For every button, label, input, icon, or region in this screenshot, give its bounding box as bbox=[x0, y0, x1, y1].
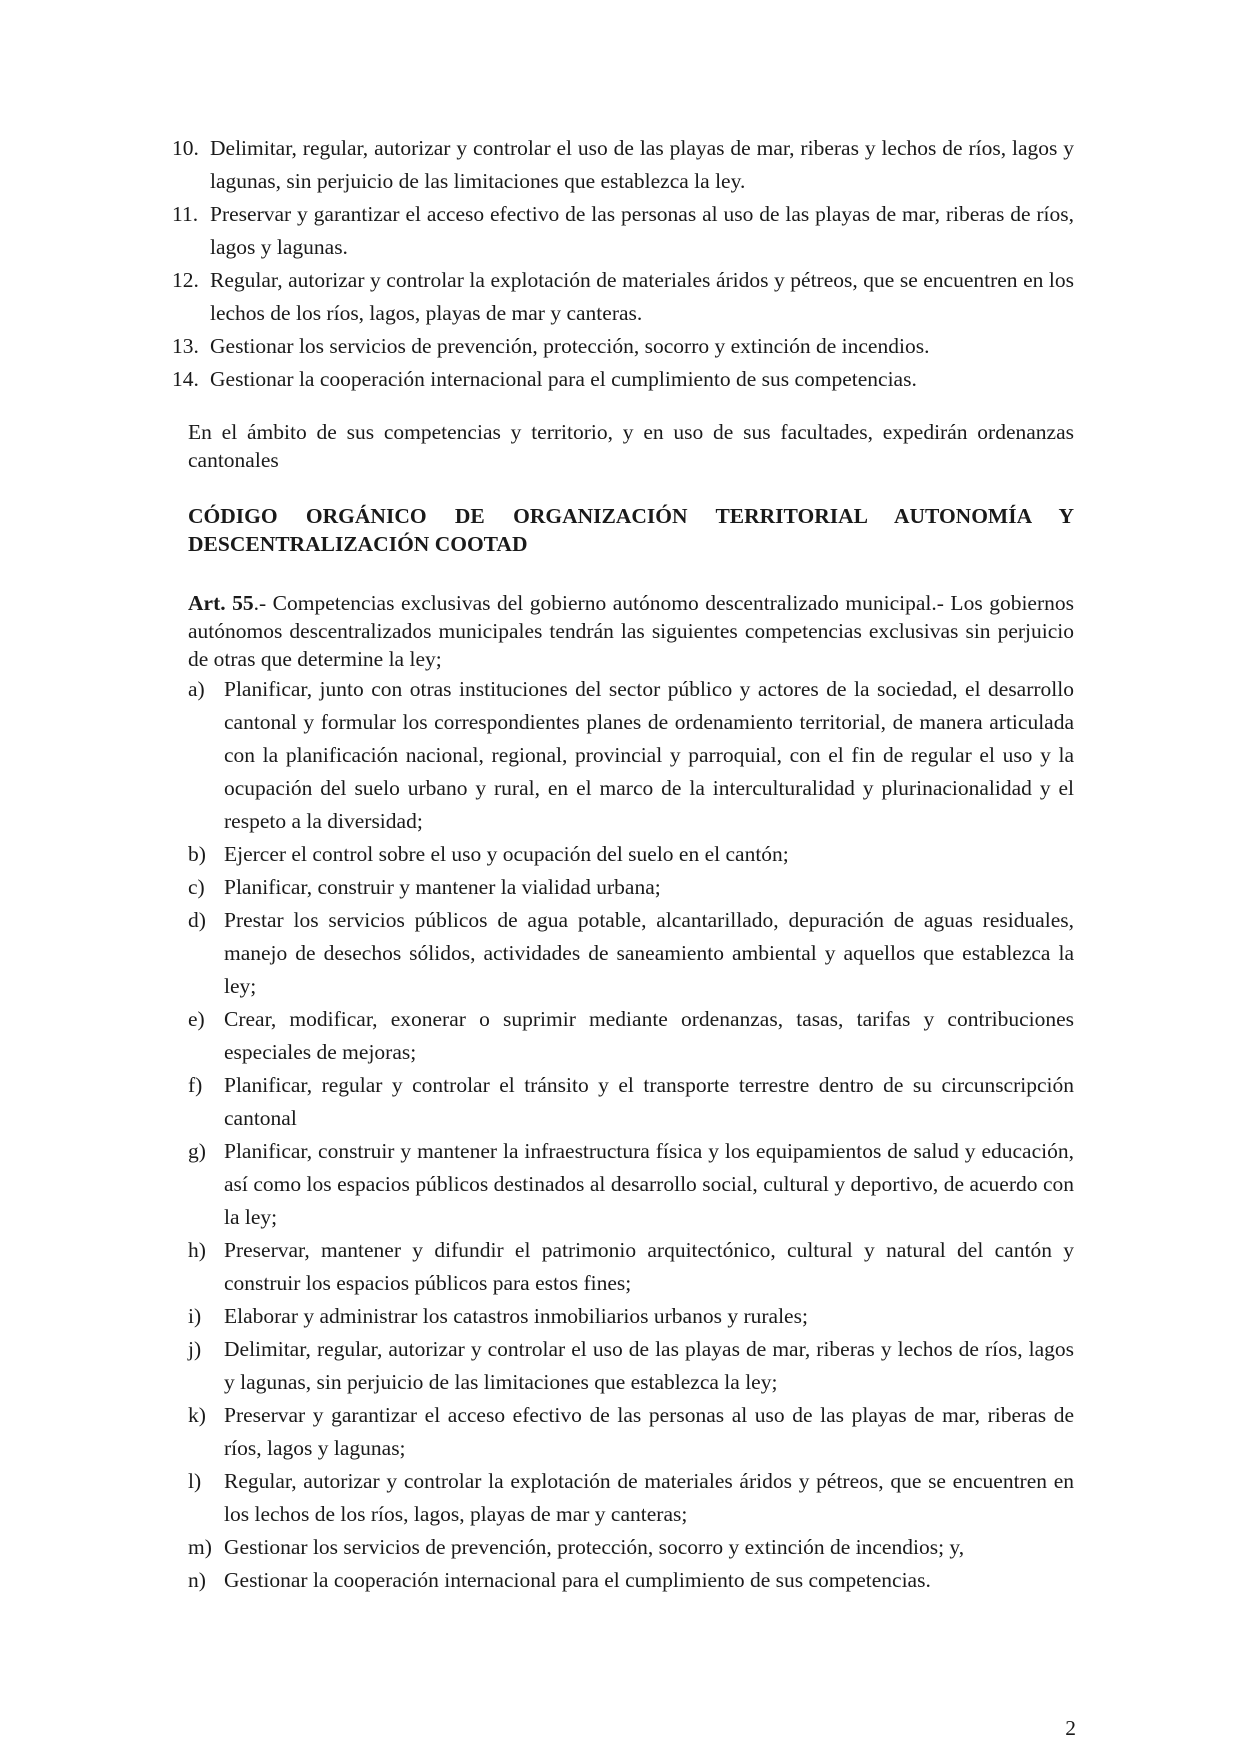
section-heading: CÓDIGO ORGÁNICO DE ORGANIZACIÓN TERRITORIAL AUTONOMÍA Y DESCENTRALIZACIÓN COOTAD bbox=[188, 504, 1074, 556]
item-letter: b) bbox=[188, 842, 206, 866]
list-item bbox=[188, 1300, 1074, 1333]
list-item bbox=[188, 1333, 1074, 1399]
item-text: Gestionar los servicios de prevención, protección, socorro y extinción de incendios. bbox=[210, 334, 930, 358]
item-number: 10. bbox=[172, 136, 199, 160]
item-letter: i) bbox=[188, 1304, 202, 1328]
list-item bbox=[188, 871, 1074, 904]
list-item bbox=[188, 1069, 1074, 1135]
item-letter: d) bbox=[188, 908, 206, 932]
list-item bbox=[188, 1564, 1074, 1597]
list-item bbox=[188, 1465, 1074, 1531]
list-item bbox=[172, 132, 1074, 198]
item-letter: h) bbox=[188, 1238, 206, 1262]
item-text: Preservar y garantizar el acceso efectivo de las personas al uso de las playas de mar, riberas de ríos, lagos y lagunas. bbox=[210, 202, 1074, 259]
list-item bbox=[188, 1399, 1074, 1465]
list-item bbox=[172, 363, 1074, 396]
article-text: .- Competencias exclusivas del gobierno autónomo descentralizado municipal.- Los gobiernos autónomos descentralizados municipales tendrán las siguientes competencias exclusivas sin perjuicio de otras que determine la ley; bbox=[188, 591, 1074, 671]
numbered-list bbox=[172, 132, 1074, 396]
ambito-paragraph: En el ámbito de sus competencias y territorio, y en uso de sus facultades, expedirán ordenanzas cantonales bbox=[188, 420, 1074, 472]
item-text: Delimitar, regular, autorizar y controlar el uso de las playas de mar, riberas y lechos de ríos, lagos y lagunas, sin perjuicio de las limitaciones que establezca la ley; bbox=[224, 1337, 1074, 1394]
list-item bbox=[188, 1135, 1074, 1234]
item-text: Prestar los servicios públicos de agua potable, alcantarillado, depuración de aguas residuales, manejo de desechos sólidos, actividades de saneamiento ambiental y aquellos que establezca la ley; bbox=[224, 908, 1074, 998]
item-text: Gestionar la cooperación internacional para el cumplimiento de sus competencias. bbox=[224, 1568, 931, 1592]
list-item bbox=[188, 673, 1074, 838]
item-text: Preservar y garantizar el acceso efectivo de las personas al uso de las playas de mar, riberas de ríos, lagos y lagunas; bbox=[224, 1403, 1074, 1460]
page-number: 2 bbox=[1065, 1716, 1076, 1740]
item-text: Crear, modificar, exonerar o suprimir mediante ordenanzas, tasas, tarifas y contribuciones especiales de mejoras; bbox=[224, 1007, 1074, 1064]
item-text: Regular, autorizar y controlar la explotación de materiales áridos y pétreos, que se encuentren en los lechos de los ríos, lagos, playas de mar y canteras; bbox=[224, 1469, 1074, 1526]
list-item bbox=[188, 904, 1074, 1003]
list-item bbox=[188, 838, 1074, 871]
lettered-list bbox=[188, 673, 1074, 1597]
article-paragraph bbox=[188, 589, 1074, 673]
item-letter: j) bbox=[188, 1337, 202, 1361]
item-letter: n) bbox=[188, 1568, 206, 1592]
item-text: Regular, autorizar y controlar la explotación de materiales áridos y pétreos, que se encuentren en los lechos de los ríos, lagos, playas de mar y canteras. bbox=[210, 268, 1074, 325]
item-text: Planificar, regular y controlar el tránsito y el transporte terrestre dentro de su circunscripción cantonal bbox=[224, 1073, 1074, 1130]
item-text: Gestionar la cooperación internacional para el cumplimiento de sus competencias. bbox=[210, 367, 917, 391]
list-item bbox=[172, 330, 1074, 363]
item-letter: k) bbox=[188, 1403, 206, 1427]
item-number: 11. bbox=[172, 202, 199, 226]
item-text: Planificar, construir y mantener la infraestructura física y los equipamientos de salud y educación, así como los espacios públicos destinados al desarrollo social, cultural y deportivo, de acuerdo con la ley; bbox=[224, 1139, 1074, 1229]
item-text: Elaborar y administrar los catastros inmobiliarios urbanos y rurales; bbox=[224, 1304, 808, 1328]
item-number: 12. bbox=[172, 268, 199, 292]
item-text: Preservar, mantener y difundir el patrimonio arquitectónico, cultural y natural del cantón y construir los espacios públicos para estos fines; bbox=[224, 1238, 1074, 1295]
item-number: 14. bbox=[172, 367, 199, 391]
item-text: Ejercer el control sobre el uso y ocupación del suelo en el cantón; bbox=[224, 842, 789, 866]
item-text: Planificar, construir y mantener la vialidad urbana; bbox=[224, 875, 661, 899]
item-letter: a) bbox=[188, 677, 205, 701]
item-letter: l) bbox=[188, 1469, 202, 1493]
list-item bbox=[172, 264, 1074, 330]
list-item bbox=[188, 1531, 1074, 1564]
item-letter: f) bbox=[188, 1073, 203, 1097]
item-text: Delimitar, regular, autorizar y controlar el uso de las playas de mar, riberas y lechos de ríos, lagos y lagunas, sin perjuicio de las limitaciones que establezca la ley. bbox=[210, 136, 1074, 193]
item-text: Gestionar los servicios de prevención, protección, socorro y extinción de incendios; y, bbox=[224, 1535, 965, 1559]
list-item bbox=[172, 198, 1074, 264]
item-letter: m) bbox=[188, 1535, 212, 1559]
item-letter: e) bbox=[188, 1007, 205, 1031]
item-text: Planificar, junto con otras instituciones del sector público y actores de la sociedad, el desarrollo cantonal y formular los correspondientes planes de ordenamiento territorial, de manera articulada con la planificación nacional, regional, provincial y parroquial, con el fin de regular el uso y la ocupación del suelo urbano y rural, en el marco de la interculturalidad y plurinacionalidad y el respeto a la diversidad; bbox=[224, 677, 1074, 833]
list-item bbox=[188, 1003, 1074, 1069]
item-letter: c) bbox=[188, 875, 205, 899]
list-item bbox=[188, 1234, 1074, 1300]
item-number: 13. bbox=[172, 334, 199, 358]
item-letter: g) bbox=[188, 1139, 206, 1163]
article-label: Art. 55 bbox=[188, 591, 254, 615]
